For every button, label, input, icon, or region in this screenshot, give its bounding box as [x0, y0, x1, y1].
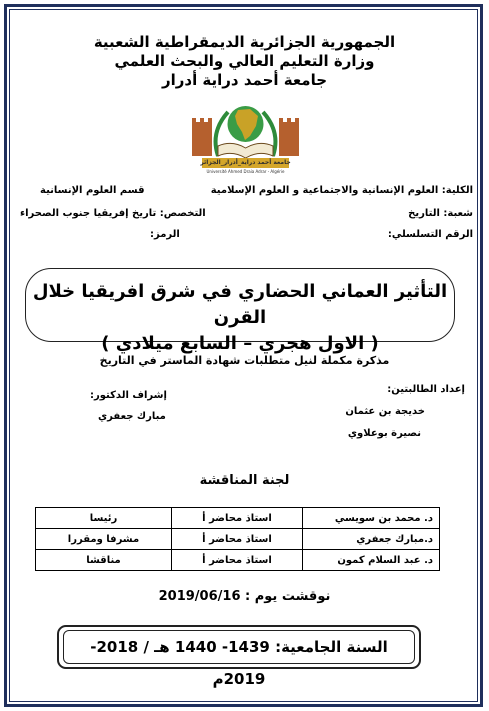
- logo-arabic-text: جامعة أحمد دراية_أدرار_الجزائر: [200, 159, 291, 166]
- students-heading: إعداد الطالبتين:: [387, 384, 465, 395]
- branch-label: شعبة: التاريخ: [408, 208, 473, 219]
- supervisor-name: مبارك جعفري: [98, 411, 166, 422]
- university-heading: جامعة أحمد دراية أدرار: [161, 71, 328, 89]
- code-label: الرمز:: [150, 229, 180, 240]
- member-role: رئيسا: [36, 508, 172, 529]
- thesis-title-line-2: ( الاول هجري – السابع ميلادي ): [101, 333, 379, 354]
- table-row: [36, 529, 440, 550]
- supervisor-heading: إشراف الدكتور:: [90, 390, 167, 401]
- thesis-title-box: [25, 268, 455, 354]
- thesis-title-line-1: التأثير العماني الحضاري في شرق افريقيا خلال القرن: [32, 281, 448, 328]
- member-rank: استاذ محاضر أ: [172, 550, 303, 571]
- serial-number-label: الرقم التسلسلي:: [387, 229, 473, 240]
- student-name-2: نصيرة بوعلاوي: [347, 428, 421, 439]
- student-name-1: خديجة بن عثمان: [345, 406, 425, 417]
- faculty-label: الكلية: العلوم الإنسانية والاجتماعية و العلوم الإسلامية: [210, 185, 473, 196]
- ministry-heading: وزارة التعليم العالي والبحث العلمي: [114, 52, 375, 70]
- specialty-label: التخصص: تاريخ إفريقيا جنوب الصحراء: [20, 208, 206, 219]
- member-name: د. عبد السلام كمون: [303, 550, 440, 571]
- committee-heading: لجنة المناقشة: [199, 473, 290, 488]
- table-row: [36, 508, 440, 529]
- member-name: د. محمد بن سويسي: [303, 508, 440, 529]
- table-row: [36, 550, 440, 571]
- member-rank: استاذ محاضر أ: [172, 508, 303, 529]
- republic-heading: الجمهورية الجزائرية الديمقراطية الشعبية: [93, 33, 396, 51]
- member-role: مشرفا ومقررا: [36, 529, 172, 550]
- member-role: مناقشا: [36, 550, 172, 571]
- academic-year: السنة الجامعية: 1439- 1440 هـ / 2018-2019م: [63, 630, 415, 664]
- logo-latin-text: Université Ahmed Draia Adrar - Algérie: [206, 169, 285, 174]
- committee-table: [35, 507, 440, 571]
- department-label: قسم العلوم الإنسانية: [40, 185, 145, 196]
- defense-date: نوقشت يوم : 2019/06/16: [158, 589, 331, 604]
- member-rank: استاذ محاضر أ: [172, 529, 303, 550]
- thesis-subtitle: مذكرة مكملة لنيل متطلبات شهادة الماستر في التاريخ: [99, 354, 390, 367]
- member-name: د.مبارك جعفري: [303, 529, 440, 550]
